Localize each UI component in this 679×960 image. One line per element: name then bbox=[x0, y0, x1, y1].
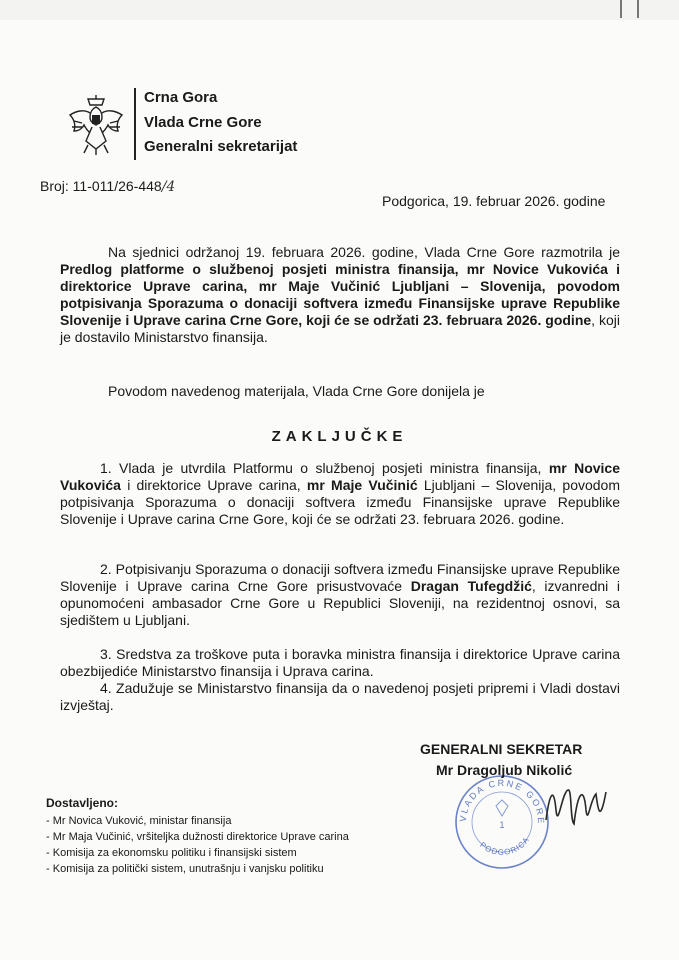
signatory-name: Mr Dragoljub Nikolić bbox=[436, 762, 573, 778]
svg-text:PODGORICA bbox=[478, 835, 531, 857]
c1-name-director: mr Maje Vučinić bbox=[306, 477, 418, 493]
stamp-number: 1 bbox=[499, 820, 505, 830]
distribution-label: Dostavljeno: bbox=[46, 796, 119, 810]
org-country: Crna Gora bbox=[144, 89, 218, 106]
intro-paragraph bbox=[60, 244, 620, 346]
c1-name-minister: mr Novice Vukovića bbox=[60, 460, 621, 493]
stamp-city: PODGORICA bbox=[478, 835, 532, 857]
c2-ambassador: Dragan Tufegdžić bbox=[410, 578, 532, 594]
intro-subject: Predlog platforme o službenoj posjeti ministra finansija, mr Novice Vukovića i direktorice Uprave carina, mr Maje Vučinić Ljubljani – Slovenija, povodom potpisivanja Sporazuma o donaciji softvera između Finansijske uprave Republike Slovenije i Uprave carina Crne Gore, koji će se održati 23. februara 2026. godine bbox=[60, 261, 620, 328]
document-date: Podgorica, 19. februar 2026. godine bbox=[382, 193, 606, 209]
distribution-list bbox=[46, 813, 349, 877]
distribution-item: - Komisija za ekonomsku politiku i finansijski sistem bbox=[46, 845, 349, 861]
org-government: Vlada Crne Gore bbox=[144, 114, 262, 131]
conclusions-heading: ZAKLJUČKE bbox=[271, 428, 408, 445]
signatory-title: GENERALNI SEKRETAR bbox=[420, 741, 583, 757]
conclusion-1 bbox=[60, 460, 620, 528]
svg-text:VLADA CRNE GORE bbox=[458, 778, 546, 825]
conclusion-2 bbox=[60, 561, 620, 629]
c1-text-end: Ljubljani – Slovenija, povodom potpisivanja Sporazuma o donaciji softvera između Finansijske uprave Republike Slovenije i Uprave carina Crne Gore, koji će se održati 23. februara 2026. godine. bbox=[60, 477, 621, 527]
distribution-item: - Mr Maja Vučinić, vršiteljka dužnosti direktorice Uprave carina bbox=[46, 829, 349, 845]
c2-text-end: , izvanredni i opunomoćeni ambasador Crne Gore u Republici Sloveniji, na rezidentnoj osnovi, sa sjedištem u Ljubljani. bbox=[60, 578, 620, 628]
org-secretariat: Generalni sekretarijat bbox=[144, 138, 298, 155]
reference-label: Broj: 11-011/26-448 bbox=[40, 178, 162, 194]
coat-of-arms-icon bbox=[66, 93, 126, 157]
header-divider bbox=[134, 88, 136, 160]
stamp-text: VLADA CRNE GORE bbox=[457, 777, 547, 826]
reference-handwritten: /4 bbox=[161, 179, 176, 195]
distribution-item: - Komisija za politički sistem, unutrašnju i vanjsku politiku bbox=[46, 861, 349, 877]
conclusion-4: 4. Zadužuje se Ministarstvo finansija da o navedenoj posjeti pripremi i Vladi dostavi izvještaj. bbox=[60, 680, 620, 713]
povodom-paragraph: Povodom navedenog materijala, Vlada Crne Gore donijela je bbox=[108, 383, 485, 399]
scan-mark bbox=[620, 0, 622, 18]
intro-tail: , koji je dostavilo Ministarstvo finansija. bbox=[60, 312, 620, 345]
scan-top-strip bbox=[0, 0, 679, 20]
intro-text: Na sjednici održanoj 19. februara 2026. godine, Vlada Crne Gore razmotrila je bbox=[108, 244, 620, 260]
c2-text: 2. Potpisivanju Sporazuma o donaciji softvera između Finansijske uprave Republike Slovenije i Uprave carina Crne Gore prisustvovaće bbox=[60, 561, 620, 594]
c1-text: 1. Vlada je utvrdila Platformu o službenoj posjeti ministra finansija, bbox=[100, 460, 549, 476]
reference-number bbox=[40, 178, 175, 195]
conclusion-3: 3. Sredstva za troškove puta i boravka ministra finansija i direktorice Uprave carina obezbijediće Ministarstvo finansija i Uprava carina. bbox=[60, 646, 620, 679]
scan-mark bbox=[637, 0, 639, 18]
handwritten-signature bbox=[540, 780, 610, 840]
distribution-item: - Mr Novica Vuković, ministar finansija bbox=[46, 813, 349, 829]
c1-text-mid: i direktorice Uprave carina, bbox=[120, 477, 307, 493]
official-stamp bbox=[452, 772, 552, 872]
